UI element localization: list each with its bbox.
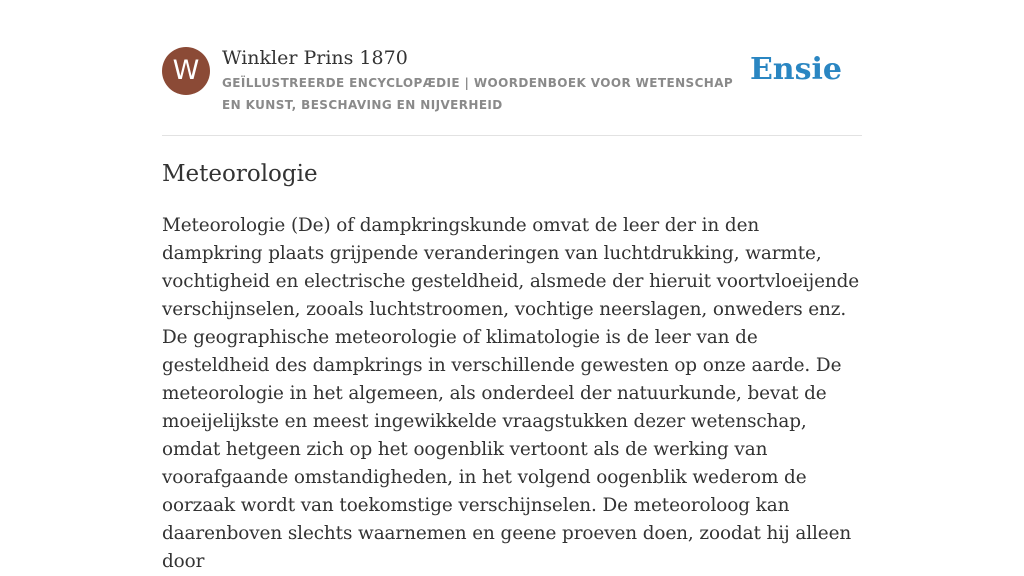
source-title[interactable]: Winkler Prins 1870 [222, 47, 408, 69]
article-title: Meteorologie [162, 161, 318, 187]
source-header [162, 0, 862, 136]
source-avatar[interactable]: W [162, 47, 210, 95]
page [162, 0, 862, 572]
article-body: Meteorologie (De) of dampkringskunde omvat de leer der in den dampkring plaats grijpende veranderingen van luchtdrukking, warmte, vochtigheid en electrische gesteldheid, alsmede der hieruit voortvloeijende verschijnselen, zooals luchtstroomen, vochtige neerslagen, onweders enz. De geographische meteorologie of klimatologie is de leer van de gesteldheid des dampkrings in verschillende gewesten op onze aarde. De meteorologie in het algemeen, als onderdeel der natuurkunde, bevat de moeijelijkste en meest ingewikkelde vraagstukken dezer wetenschap, omdat hetgeen zich op het oogenblik vertoont als de werking van voorafgaande omstandigheden, in het volgend oogenblik wederom de oorzaak wordt van toekomstige verschijnselen. De meteoroloog kan daarenboven slechts waarnemen en geene proeven doen, zoodat hij alleen door [162, 215, 860, 572]
source-info [222, 45, 752, 116]
source-subtitle: GEÏLLUSTREERDE ENCYCLOPÆDIE | WOORDENBOEK VOOR WETENSCHAP EN KUNST, BESCHAVING EN NIJVERHEID [222, 76, 734, 112]
ensie-logo[interactable]: Ensie [749, 52, 842, 87]
